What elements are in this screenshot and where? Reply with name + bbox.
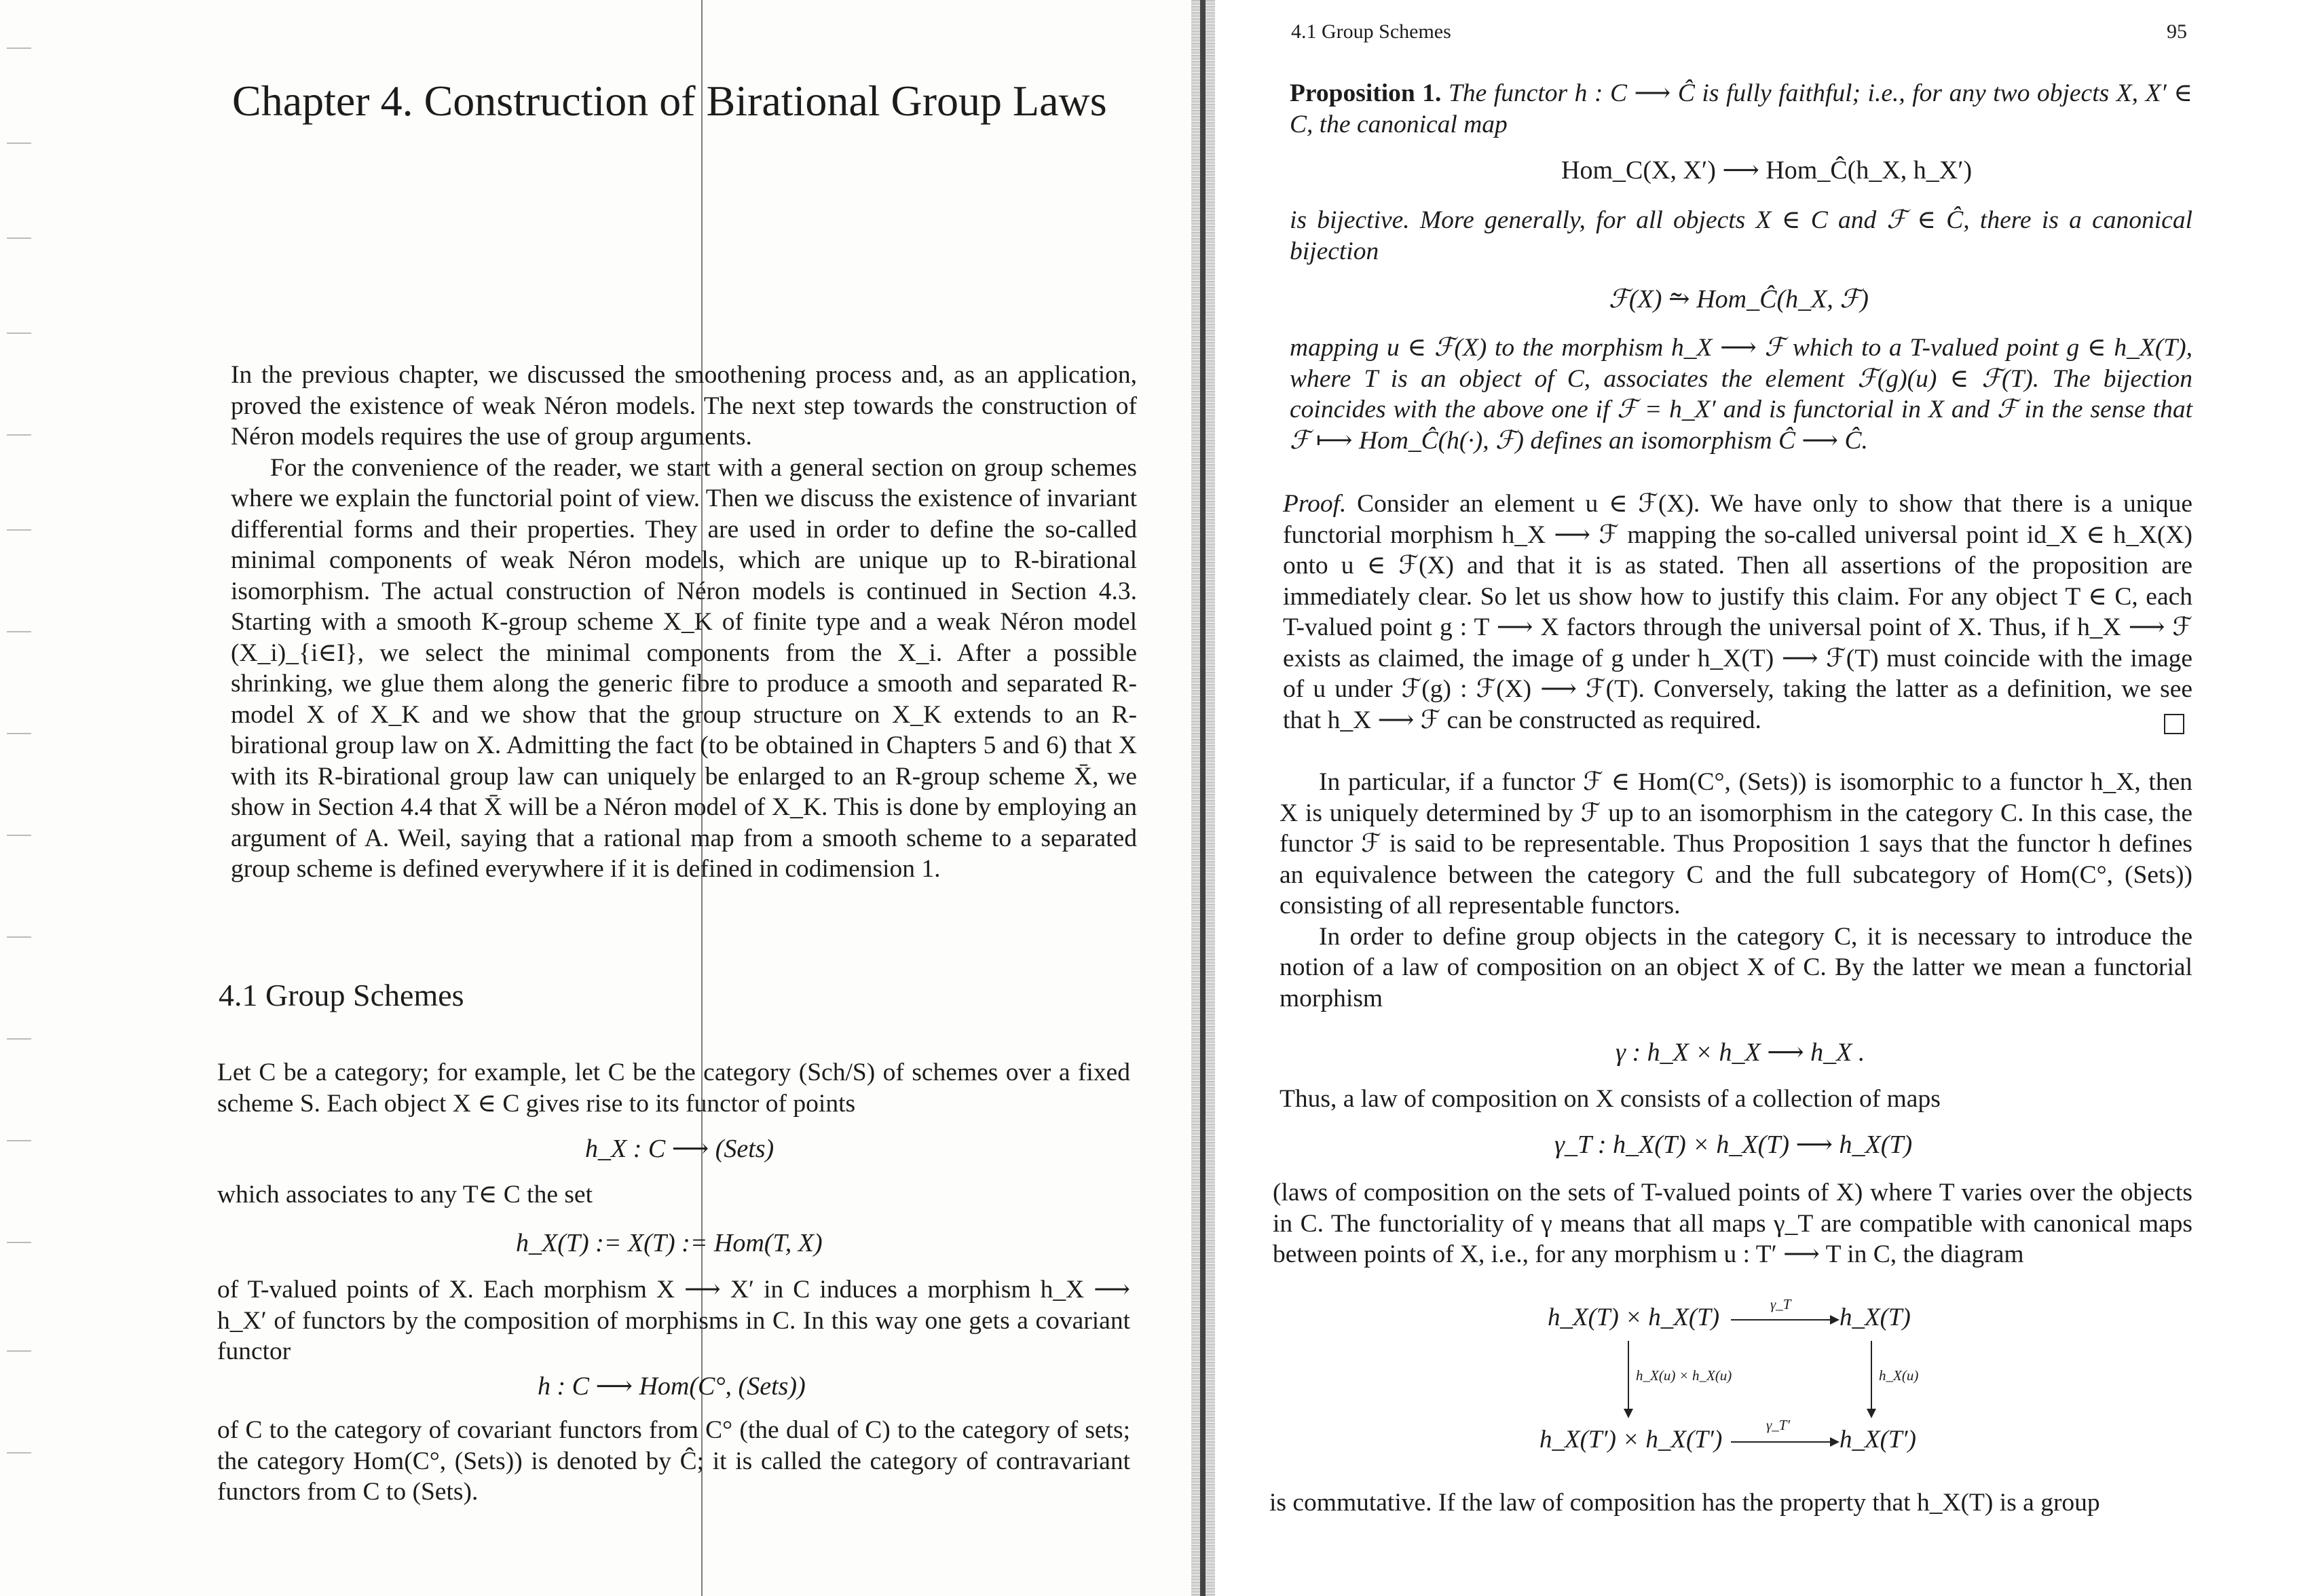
diagram-bottom-left: h_X(T′) × h_X(T′) [1539, 1426, 1723, 1454]
equation-covariant-functor: h : C ⟶ Hom(C°, (Sets)) [538, 1372, 806, 1401]
paragraph-commutative: is commutative. If the law of composition has the property that h_X(T) is a group [1269, 1489, 2100, 1517]
proposition-label: Proposition 1. [1290, 79, 1442, 107]
paragraph-law-of-composition: In order to define group objects in the category C, it is necessary to introduce the notion of a law of composition on an object X of C. By the latter we mean a functorial morphism [1280, 922, 2192, 1012]
diagram-top-left: h_X(T) × h_X(T) [1548, 1304, 1720, 1331]
diagram-top-right: h_X(T) [1840, 1304, 1911, 1331]
paragraph-representable-text: In particular, if a functor ℱ ∈ Hom(C°, (Sets)) is isomorphic to a functor h_X, then X is uniquely determined by ℱ up to an isomorphism in the category C. In this case, the functor ℱ is said to be representable. Thus Proposition 1 says that the functor h defines an equivalence between the category C and the full subcategory of Hom(C°, (Sets)) consisting of all representable functors. [1280, 768, 2192, 919]
diagram-bottom-arrow-label: γ_T′ [1766, 1417, 1791, 1433]
diagram-bottom-arrow [1731, 1441, 1831, 1443]
diagram-left-arrowhead [1624, 1409, 1633, 1418]
paragraph-functoriality: (laws of composition on the sets of T-valued points of X) where T varies over the objects in C. The functoriality of γ means that all maps γ_T are compatible with canonical maps between points of X, i.e., for any morphism u : T′ ⟶ T in C, the diagram [1273, 1179, 2192, 1268]
equation-t-valued-points: h_X(T) := X(T) := Hom(T, X) [516, 1229, 823, 1257]
proposition-text-3: mapping u ∈ ℱ(X) to the morphism h_X ⟶ ℱ which to a T-valued point g ∈ h_X(T), where T is an object of C, associates the element ℱ(g)(u) ∈ ℱ(T). The bijection coincides with the above one if ℱ = h_X′ and is functorial in X and ℱ in the sense that ℱ ⟼ Hom_Ĉ(h(·), ℱ) defines an isomorphism Ĉ ⟶ Ĉ. [1290, 334, 2192, 455]
proposition-equation-1: Hom_C(X, X′) ⟶ Hom_Ĉ(h_X, h_X′) [1561, 156, 1973, 185]
diagram-top-arrowhead [1830, 1315, 1840, 1325]
proposition-statement [1290, 78, 2192, 140]
proof-block [1283, 489, 2192, 736]
intro-paragraph-2: For the convenience of the reader, we start with a general section on group schemes where we explain the functorial point of view. Then we discuss the existence of invariant differential forms and their properties. They are used in order to define the so-called minimal components of weak Néron models, which are unique up to R-birational isomorphism. The actual construction of Néron models is continued in Section 4.3. Starting with a smooth K-group scheme X_K of finite type and a weak Néron model (X_i)_{i∈I}, we select the minimal components from the X_i. After a possible shrinking, we glue them along the generic fibre to produce a smooth and separated R-model X of X_K and we show that the group structure on X_K extends to an R-birational group law on X. Admitting the fact (to be obtained in Chapters 5 and 6) that X with its R-birational group law can uniquely be enlarged to an R-group scheme X̄, we show in Section 4.4 that X̄ will be a Néron model of X_K. This is done by employing an argument of A. Weil, saying that a rational map from a smooth scheme to a separated group scheme is defined everywhere if it is defined in codimension 1. [231, 453, 1137, 883]
section-heading: 4.1 Group Schemes [219, 978, 464, 1012]
proposition-text-2: is bijective. More generally, for all objects X ∈ C and ℱ ∈ Ĉ, there is a canonical bijection [1290, 206, 2192, 265]
proposition-equation-2: ℱ(X) ⥲ Hom_Ĉ(h_X, ℱ) [1609, 285, 1869, 314]
section-paragraph-2: which associates to any T∈ C the set [217, 1181, 593, 1209]
intro-paragraph-1: In the previous chapter, we discussed the smoothening process and, as an application, proved the existence of weak Néron models. The next step towards the construction of Néron models requires the use of group arguments. [231, 361, 1137, 451]
commutative-diagram [1527, 1296, 1948, 1479]
book-spine [1200, 0, 1206, 1596]
section-paragraph-4: of C to the category of covariant functors from C° (the dual of C) to the category of sets; the category Hom(C°, (Sets)) is denoted by Ĉ; it is called the category of contravariant functors from C to (Sets). [217, 1416, 1130, 1506]
diagram-top-arrow-label: γ_T [1770, 1296, 1791, 1312]
diagram-right-arrow-label: h_X(u) [1879, 1367, 1919, 1384]
qed-box [2164, 714, 2184, 734]
equation-functor-of-points: h_X : C ⟶ (Sets) [585, 1135, 774, 1163]
equation-gamma: γ : h_X × h_X ⟶ h_X . [1616, 1038, 1865, 1067]
section-paragraph-1: Let C be a category; for example, let C be the category (Sch/S) of schemes over a fixed scheme S. Each object X ∈ C gives rise to its functor of points [217, 1059, 1130, 1118]
page-number: 95 [2167, 20, 2187, 43]
diagram-bottom-right: h_X(T′) [1840, 1426, 1916, 1454]
proof-label: Proof. [1283, 490, 1347, 518]
equation-gamma-t: γ_T : h_X(T) × h_X(T) ⟶ h_X(T) [1554, 1130, 1913, 1159]
running-head: 4.1 Group Schemes [1291, 20, 1451, 43]
intro-text [231, 360, 1137, 885]
diagram-right-arrowhead [1867, 1409, 1876, 1418]
diagram-right-arrow [1871, 1341, 1872, 1410]
diagram-left-arrow [1628, 1341, 1629, 1410]
proposition-text-1: The functor h : C ⟶ Ĉ is fully faithful; i.e., for any two objects X, X′ ∈ C, the canonical map [1290, 79, 2192, 138]
diagram-bottom-arrowhead [1830, 1437, 1840, 1447]
chapter-title: Chapter 4. Construction of Birational Group Laws [232, 77, 1107, 125]
paragraph-representable [1280, 767, 2192, 1014]
margin-tick-marks [7, 0, 34, 1596]
diagram-top-arrow [1731, 1319, 1831, 1320]
proof-text: Consider an element u ∈ ℱ(X). We have only to show that there is a unique functorial morphism h_X ⟶ ℱ mapping the so-called universal point id_X ∈ h_X(X) onto u ∈ ℱ(X) and that it is as stated. Then all assertions of the proposition are immediately clear. So let us show how to justify this claim. For any object T ∈ C, each T-valued point g : T ⟶ X factors through the universal point of X. Thus, if h_X ⟶ ℱ exists as claimed, the image of g under h_X(T) ⟶ ℱ(T) must coincide with the image of u under ℱ(g) : ℱ(X) ⟶ ℱ(T). Conversely, taking the latter as a definition, we see that h_X ⟶ ℱ can be constructed as required. [1283, 490, 2193, 734]
section-paragraph-3: of T-valued points of X. Each morphism X ⟶ X′ in C induces a morphism h_X ⟶ h_X′ of functors by the composition of morphisms in C. In this way one gets a covariant functor [217, 1276, 1130, 1365]
diagram-left-arrow-label: h_X(u) × h_X(u) [1636, 1367, 1732, 1384]
paragraph-collection-of-maps: Thus, a law of composition on X consists of a collection of maps [1280, 1085, 1941, 1113]
